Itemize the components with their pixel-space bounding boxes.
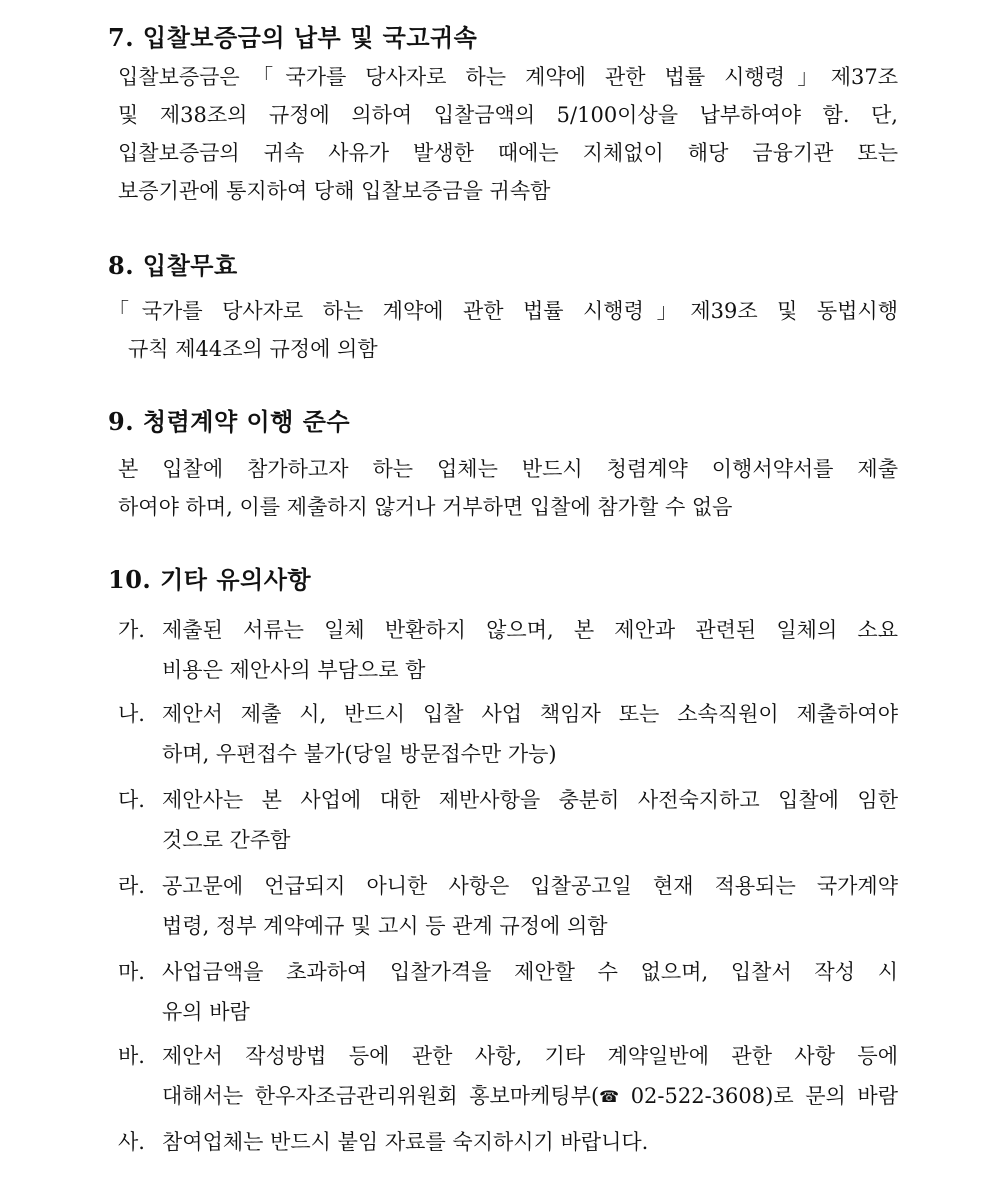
item-body xyxy=(162,952,898,1032)
item-body xyxy=(162,1122,898,1162)
section-7-line-2: 및 제38조의 규정에 의하여 입찰금액의 5/100이상을 납부하여야 함. 단, xyxy=(118,103,898,127)
section-7-title: 7. 입찰보증금의 납부 및 국고귀속 xyxy=(108,23,478,52)
item-line: 공고문에 언급되지 아니한 사항은 입찰공고일 현재 적용되는 국가계약 xyxy=(162,874,898,898)
item-marker: 마. xyxy=(118,960,145,984)
item-marker: 바. xyxy=(118,1044,145,1068)
item-line: 제안서 제출 시, 반드시 입찰 사업 책임자 또는 소속직원이 제출하여야 xyxy=(162,702,898,726)
section-8-line-2: 규칙 제44조의 규정에 의함 xyxy=(128,337,378,361)
section-10-title: 10. 기타 유의사항 xyxy=(108,565,312,594)
item-line: 사업금액을 초과하여 입찰가격을 제안할 수 없으며, 입찰서 작성 시 xyxy=(162,960,898,984)
section-9-line-2: 하여야 하며, 이를 제출하지 않거나 거부하면 입찰에 참가할 수 없음 xyxy=(118,495,733,519)
item-marker: 라. xyxy=(118,874,145,898)
contact-prefix: 대해서는 한우자조금관리위원회 홍보마케팅부( xyxy=(162,1084,600,1108)
contact-suffix: )로 문의 바람 xyxy=(765,1084,898,1108)
section-8-title: 8. 입찰무효 xyxy=(108,251,238,280)
section-8-body xyxy=(108,292,898,368)
item-line: 유의 바람 xyxy=(162,1000,250,1024)
item-line: 비용은 제안사의 부담으로 함 xyxy=(162,658,426,682)
item-line: 제안서 작성방법 등에 관한 사항, 기타 계약일반에 관한 사항 등에 xyxy=(162,1044,898,1068)
section-9-title: 9. 청렴계약 이행 준수 xyxy=(108,407,351,436)
item-body xyxy=(162,780,898,860)
section-7-line-3: 입찰보증금의 귀속 사유가 발생한 때에는 지체없이 해당 금융기관 또는 xyxy=(118,141,898,165)
item-line: 제안사는 본 사업에 대한 제반사항을 충분히 사전숙지하고 입찰에 임한 xyxy=(162,788,898,812)
item-marker: 가. xyxy=(118,618,145,642)
item-body xyxy=(162,866,898,946)
item-body xyxy=(162,610,898,690)
item-marker: 다. xyxy=(118,788,145,812)
section-7-line-1: 입찰보증금은「국가를 당사자로 하는 계약에 관한 법률 시행령」제37조 xyxy=(118,65,898,89)
item-line: 법령, 정부 계약예규 및 고시 등 관계 규정에 의함 xyxy=(162,914,608,938)
section-8-line-1: 「국가를 당사자로 하는 계약에 관한 법률 시행령」제39조 및 동법시행 xyxy=(108,299,898,323)
contact-phone: 02-522-3608 xyxy=(619,1084,766,1108)
section-7-body xyxy=(118,58,898,210)
contact-line xyxy=(162,1076,898,1116)
section-9-line-1: 본 입찰에 참가하고자 하는 업체는 반드시 청렴계약 이행서약서를 제출 xyxy=(118,457,898,481)
phone-icon: ☎ xyxy=(599,1087,620,1106)
item-line: 것으로 간주함 xyxy=(162,828,291,852)
item-body xyxy=(162,1036,898,1116)
section-9-body xyxy=(118,450,898,526)
item-body xyxy=(162,694,898,774)
item-line: 제출된 서류는 일체 반환하지 않으며, 본 제안과 관련된 일체의 소요 xyxy=(162,618,898,642)
item-marker: 나. xyxy=(118,702,145,726)
item-marker: 사. xyxy=(118,1130,145,1154)
item-line: 참여업체는 반드시 붙임 자료를 숙지하시기 바랍니다. xyxy=(162,1130,649,1154)
section-7-line-4: 보증기관에 통지하여 당해 입찰보증금을 귀속함 xyxy=(118,179,551,203)
item-line: 하며, 우편접수 불가(당일 방문접수만 가능) xyxy=(162,742,557,766)
